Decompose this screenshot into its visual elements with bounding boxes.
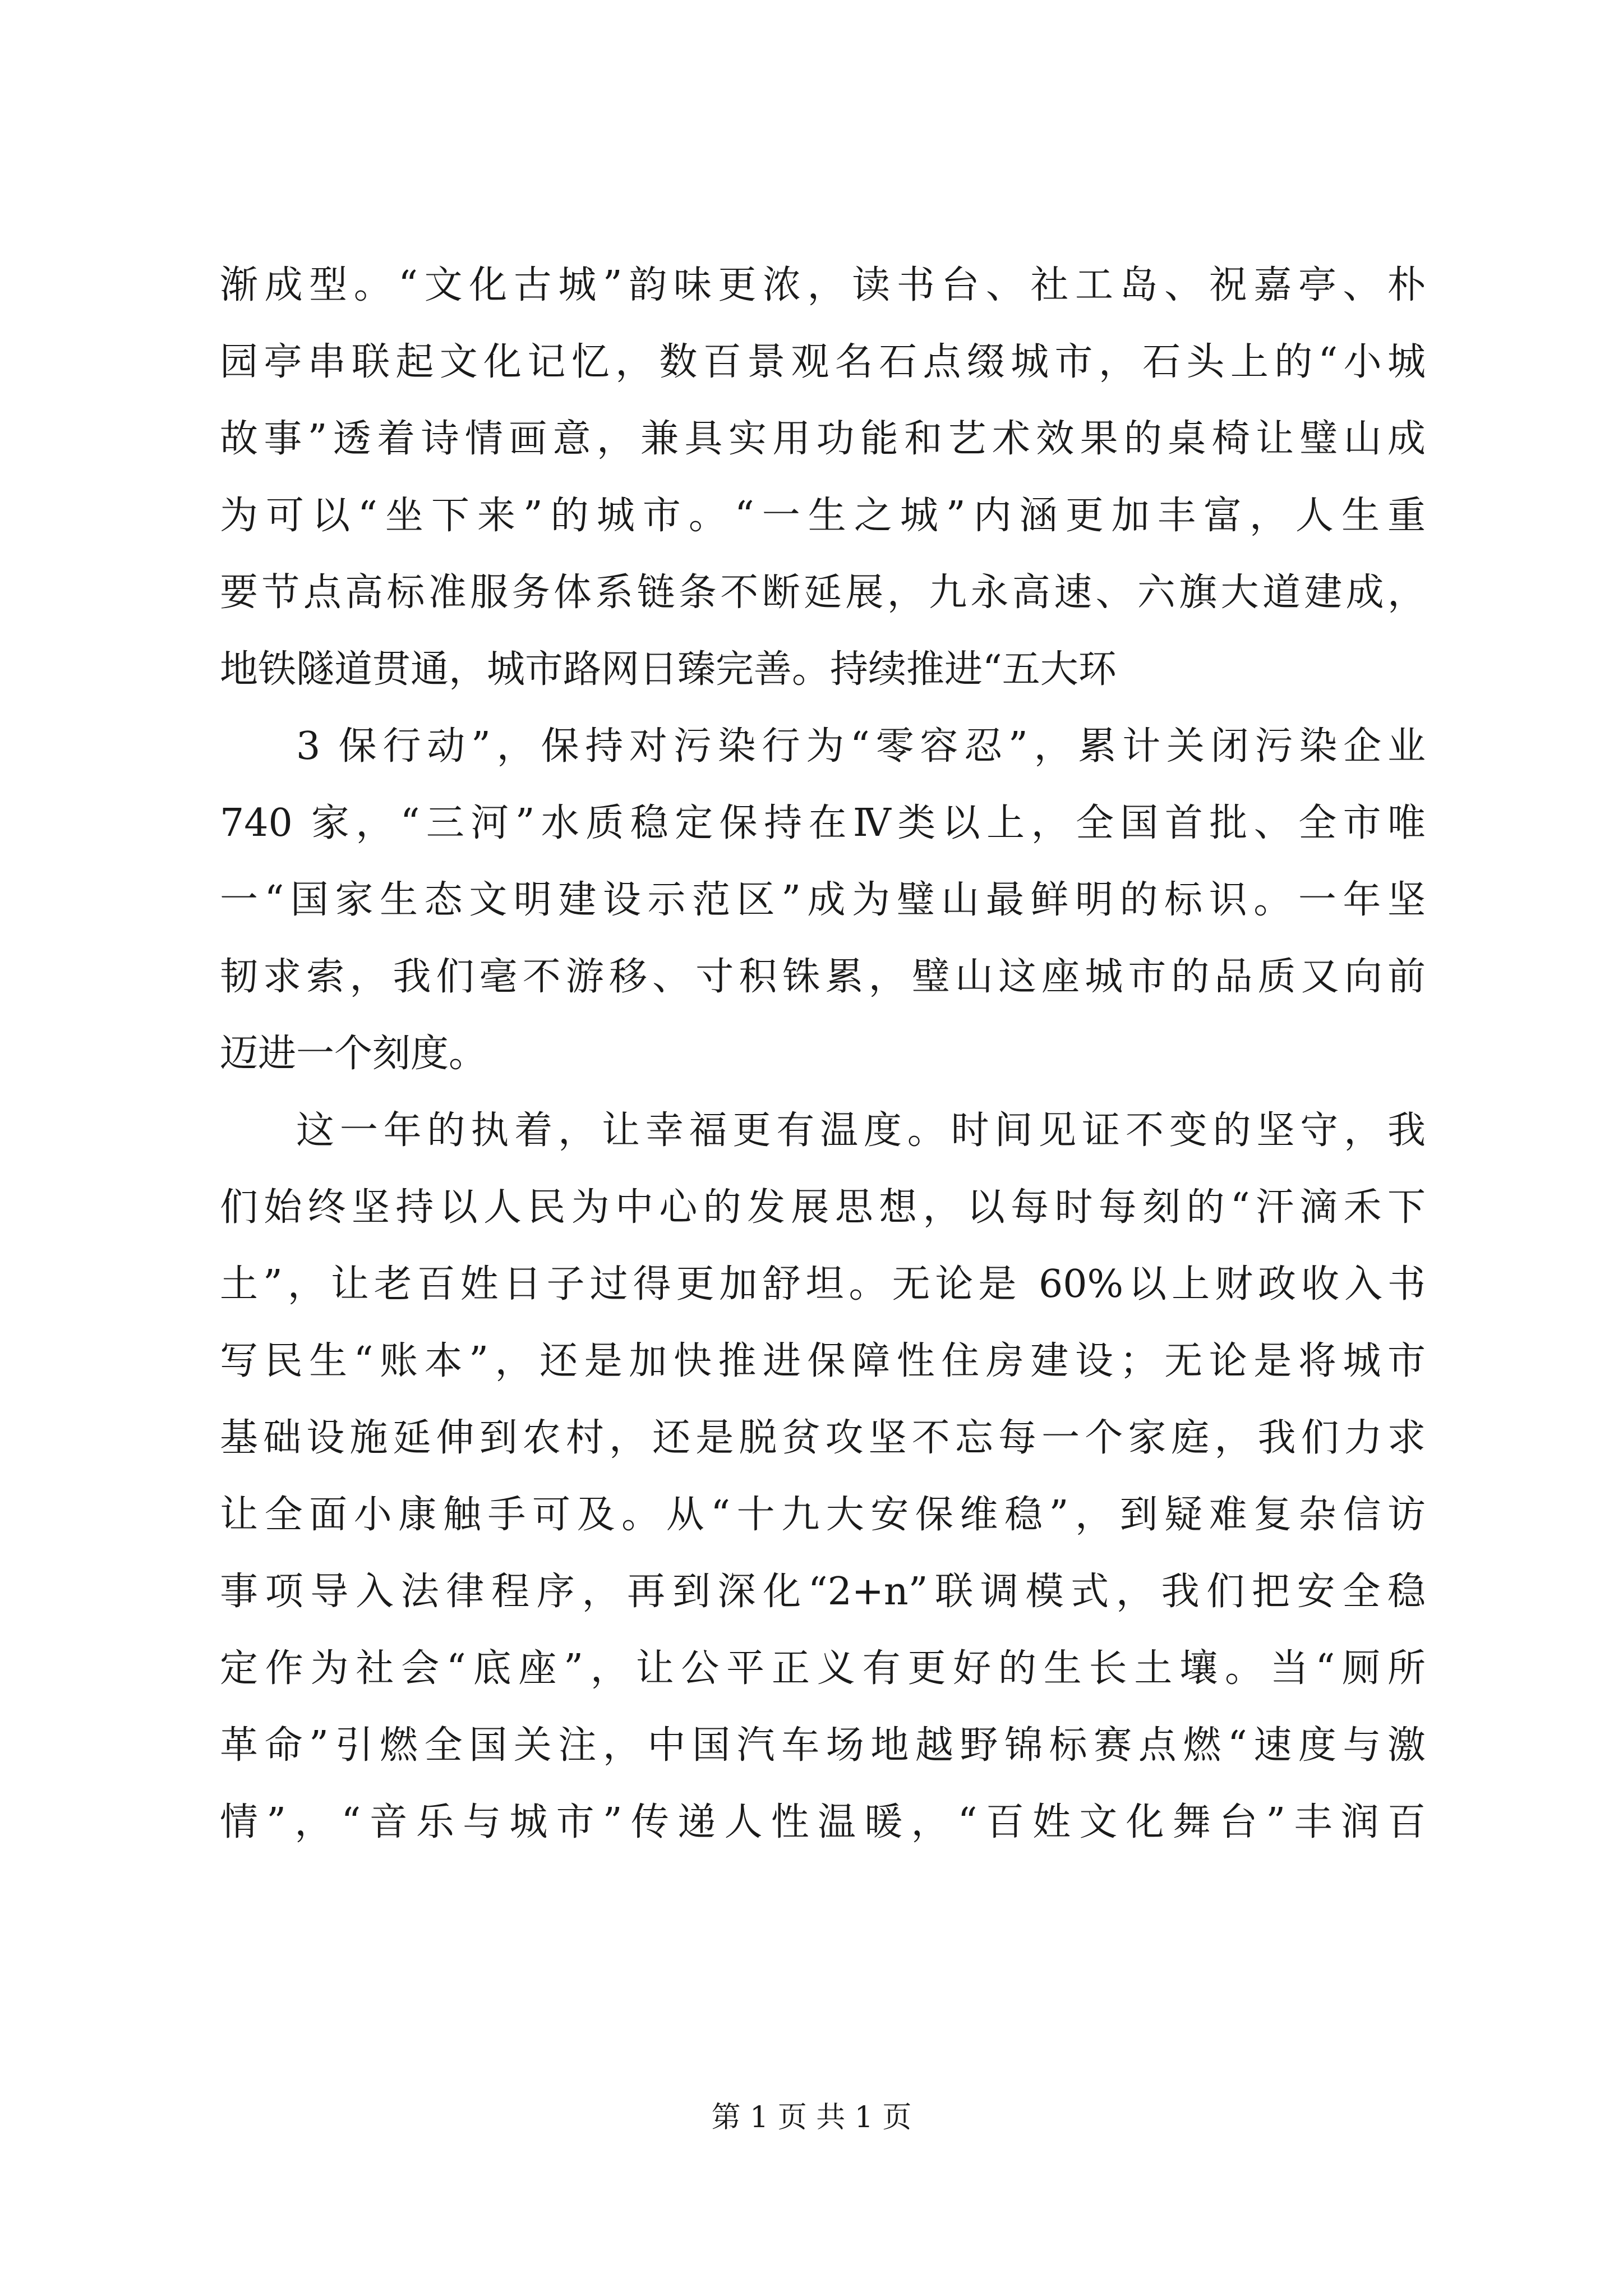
text-line: 这一年的执着，让幸福更有温度。时间见证不变的坚守，我 <box>296 1108 1426 1153</box>
text-line: 要节点高标准服务体系链条不断延展，九永高速、六旗大道建成， <box>220 570 1426 615</box>
text-line: 写民生“账本”，还是加快推进保障性住房建设；无论是将城市 <box>220 1339 1426 1383</box>
paragraph-2 <box>220 708 1426 1092</box>
text-line: 迈进一个刻度。 <box>220 1032 487 1076</box>
text-line: 故事”透着诗情画意，兼具实用功能和艺术效果的桌椅让璧山成 <box>220 417 1426 461</box>
text-line: 基础设施延伸到农村，还是脱贫攻坚不忘每一个家庭，我们力求 <box>220 1416 1426 1460</box>
text-line: 情”，“音乐与城市”传递人性温暖，“百姓文化舞台”丰润百 <box>220 1800 1426 1844</box>
paragraph-1 <box>220 247 1426 708</box>
text-line: 园亭串联起文化记忆，数百景观名石点缀城市，石头上的“小城 <box>220 340 1426 384</box>
text-line: 地铁隧道贯通，城市路网日臻完善。持续推进“五大环 <box>220 647 1117 692</box>
document-body <box>220 247 1426 1861</box>
text-line: 一“国家生态文明建设示范区”成为璧山最鲜明的标识。一年坚 <box>220 878 1426 922</box>
text-line: 韧求索，我们毫不游移、寸积铢累，璧山这座城市的品质又向前 <box>220 955 1426 999</box>
text-line: 让全面小康触手可及。从“十九大安保维稳”，到疑难复杂信访 <box>220 1493 1426 1537</box>
text-line: 3 保行动”，保持对污染行为“零容忍”，累计关闭污染企业 <box>296 724 1426 769</box>
text-line: 渐成型。“文化古城”韵味更浓，读书台、社工岛、祝嘉亭、朴 <box>220 263 1426 307</box>
text-line: 们始终坚持以人民为中心的发展思想，以每时每刻的“汗滴禾下 <box>220 1185 1426 1230</box>
text-line: 740 家，“三河”水质稳定保持在Ⅳ类以上，全国首批、全市唯 <box>220 801 1426 845</box>
text-line: 为可以“坐下来”的城市。“一生之城”内涵更加丰富，人生重 <box>220 494 1426 538</box>
page-footer: 第 1 页 共 1 页 <box>711 2101 912 2134</box>
text-line: 土”，让老百姓日子过得更加舒坦。无论是 60%以上财政收入书 <box>220 1262 1426 1306</box>
paragraph-3 <box>220 1092 1426 1861</box>
text-line: 革命”引燃全国关注，中国汽车场地越野锦标赛点燃“速度与激 <box>220 1723 1426 1768</box>
text-line: 定作为社会“底座”，让公平正义有更好的生长土壤。当“厕所 <box>220 1646 1426 1691</box>
text-line: 事项导入法律程序，再到深化“2+n”联调模式，我们把安全稳 <box>220 1570 1426 1614</box>
